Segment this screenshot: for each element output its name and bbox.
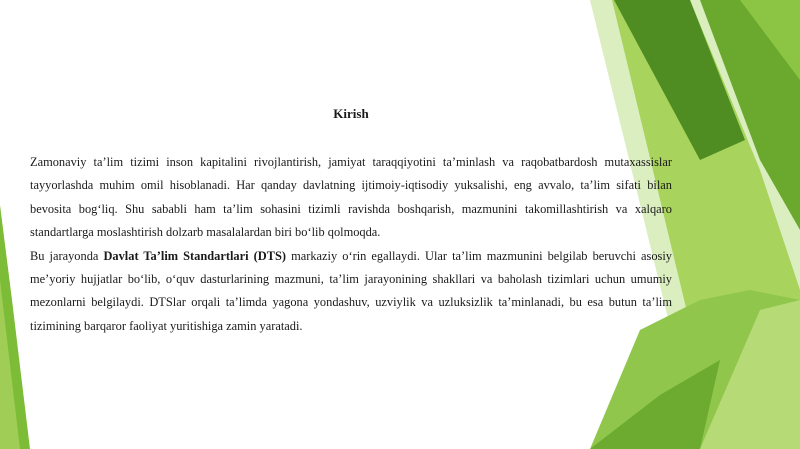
content-area xyxy=(30,0,672,449)
body-text xyxy=(30,151,672,338)
paragraph-2 xyxy=(30,245,672,339)
paragraph-2-rest: markaziy o‘rin egallaydi. Ular ta’lim mazmunini belgilab beruvchi asosiy me’yoriy hujjatlar bo‘lib, o‘quv dasturlarining mazmuni, ta’lim jarayonining shakllari va baholash tizimlari uchun umumiy mezonlarni belgilaydi. DTSlar orqali ta’limda yagona yondashuv, uzviylik va uzluksizlik ta’minlanadi, bu esa butun ta’lim tizimining barqaror faoliyat yuritishiga zamin yaratadi. xyxy=(30,248,672,333)
paragraph-2-intro: Bu jarayonda xyxy=(30,248,104,263)
slide-title: Kirish xyxy=(333,106,369,121)
dts-term: Davlat Ta’lim Standartlari (DTS) xyxy=(103,248,286,263)
paragraph-1: Zamonaviy ta’lim tizimi inson kapitalini rivojlantirish, jamiyat taraqqiyotini ta’minlash va raqobatbardosh mutaxassislar tayyorlashda muhim omil hisoblanadi. Har qanday davlatning ijtimoiy-iqtisodiy yuksalishi, eng avvalo, ta’lim sifati bilan bevosita bog‘liq. Shu sababli ham ta’lim sohasini tizimli ravishda boshqarish, mazmunini takomillashtirish va xalqaro standartlarga moslashtirish dolzarb masalalardan biri bo‘lib qolmoqda. xyxy=(30,155,672,240)
